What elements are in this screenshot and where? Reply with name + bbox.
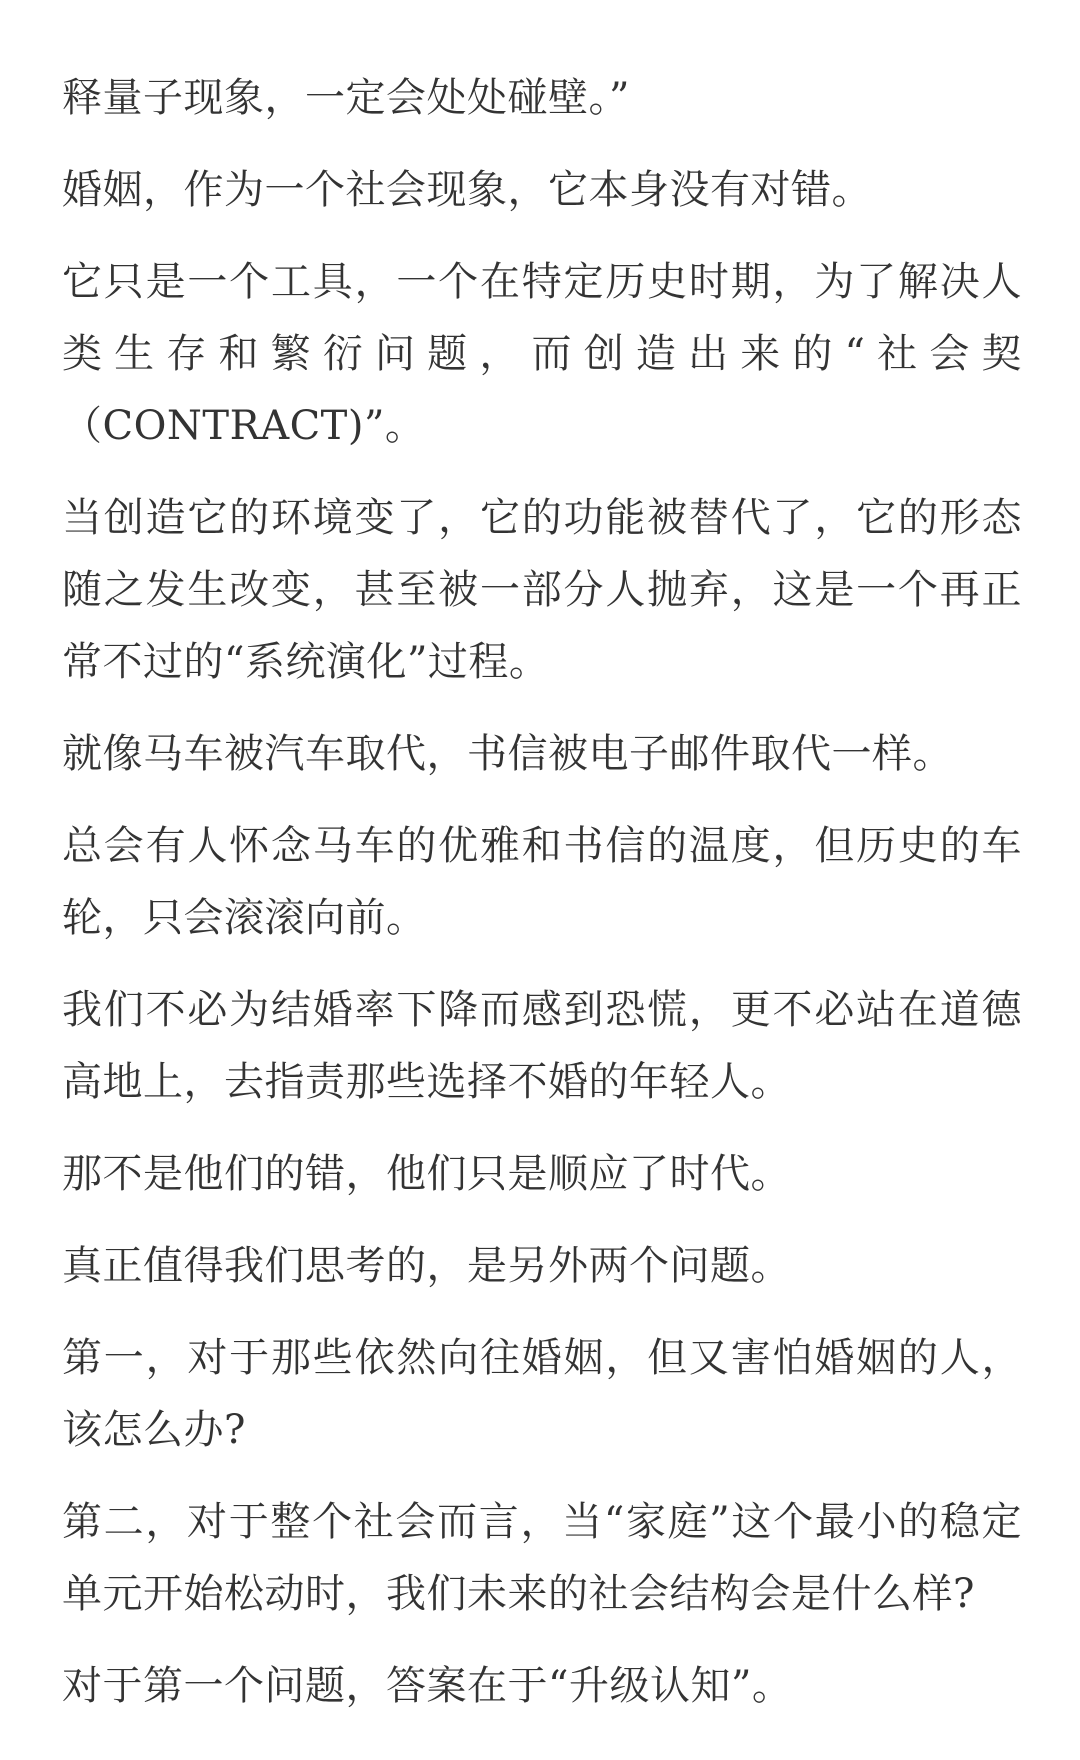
- article-paragraph: 对于第一个问题，答案在于“升级认知”。: [62, 1663, 793, 1709]
- article-paragraph: 释量子现象，一定会处处碰壁。”: [62, 75, 630, 121]
- article-paragraph: 就像马车被汽车取代，书信被电子邮件取代一样。: [62, 731, 953, 777]
- article-paragraph: 那不是他们的错，他们只是顺应了时代。: [62, 1151, 791, 1197]
- article-paragraph: 总会有人怀念马车的优雅和书信的温度，但历史的车轮，只会滚滚向前。: [62, 823, 1022, 941]
- article-paragraph: 我们不必为结婚率下降而感到恐慌，更不必站在道德高地上，去指责那些选择不婚的年轻人。: [62, 987, 1022, 1105]
- article-paragraph: 第二，对于整个社会而言，当“家庭”这个最小的稳定单元开始松动时，我们未来的社会结构会是什么样?: [62, 1499, 1022, 1617]
- article-paragraph: 第一，对于那些依然向往婚姻，但又害怕婚姻的人，该怎么办?: [62, 1335, 1022, 1453]
- article-paragraph: 婚姻，作为一个社会现象，它本身没有对错。: [62, 167, 872, 213]
- article-paragraph: 当创造它的环境变了，它的功能被替代了，它的形态随之发生改变，甚至被一部分人抛弃，这是一个再正常不过的“系统演化”过程。: [62, 495, 1022, 685]
- article-paragraph: 它只是一个工具，一个在特定历史时期，为了解决人类生存和繁衍问题，而创造出来的“社会契（CONTRACT)”。: [62, 259, 1022, 449]
- article-paragraph: 真正值得我们思考的，是另外两个问题。: [62, 1243, 791, 1289]
- article-body: [62, 62, 1022, 1742]
